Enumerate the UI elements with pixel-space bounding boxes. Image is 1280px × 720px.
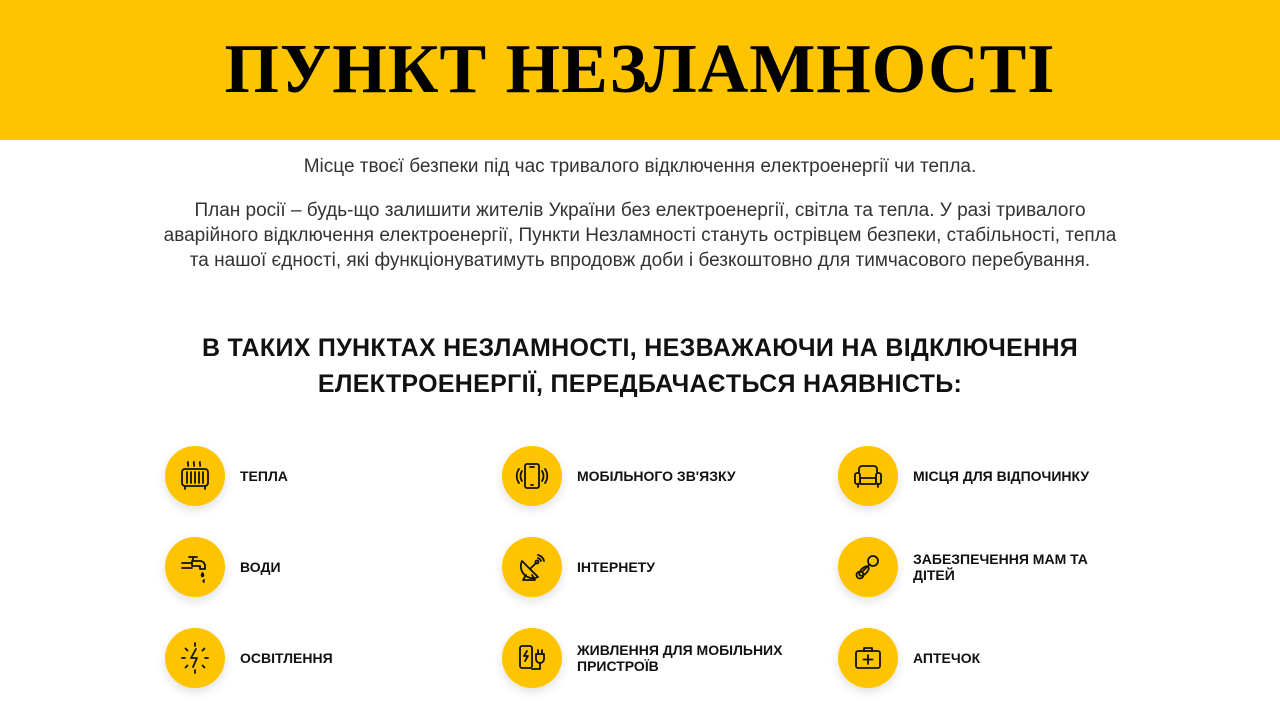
radiator-icon [165,446,225,506]
lightbulb-icon [165,628,225,688]
feature-label: ВОДИ [240,559,281,575]
feature-rest-place [838,446,1089,506]
feature-heating [165,446,288,506]
feature-device-charging [502,628,787,688]
feature-mobile-connection [502,446,736,506]
feature-label: ІНТЕРНЕТУ [577,559,655,575]
satellite-dish-icon [502,537,562,597]
title-banner [0,0,1280,140]
feature-internet [502,537,655,597]
feature-label: МІСЦЯ ДЛЯ ВІДПОЧИНКУ [913,468,1090,484]
intro-body: План росії – будь-що залишити жителів України без електроенергії, світла та тепла. У разі тривалого аварійного відключення електроенергії, Пункти Незламності стануть острівцем безпеки, стабільності, тепла та нашої єдності, які функціонуватимуть впродовж доби і безкоштовно для тимчасового перебування. [163,200,1117,271]
feature-label: ОСВІТЛЕННЯ [240,650,333,666]
first-aid-kit-icon [838,628,898,688]
feature-label: ЗАБЕЗПЕЧЕННЯ МАМ ТА ДІТЕЙ [913,551,1088,583]
feature-label: МОБІЛЬНОГО ЗВ'ЯЗКУ [577,468,736,484]
water-tap-icon [165,537,225,597]
feature-label: ЖИВЛЕННЯ ДЛЯ МОБІЛЬНИХ ПРИСТРОЇВ [577,642,783,674]
mobile-phone-icon [502,446,562,506]
page-title: ПУНКТ НЕЗЛАМНОСТІ [224,31,1056,108]
intro-lead: Місце твоєї безпеки під час тривалого відключення електроенергії чи тепла. [303,156,977,177]
feature-water [165,537,281,597]
feature-first-aid [838,628,980,688]
feature-mothers-children [838,537,1123,597]
feature-label: АПТЕЧОК [913,650,981,666]
section-heading: В ТАКИХ ПУНКТАХ НЕЗЛАМНОСТІ, НЕЗВАЖАЮЧИ НА ВІДКЛЮЧЕННЯ ЕЛЕКТРОЕНЕРГІЇ, ПЕРЕДБАЧАЄТЬСЯ НАЯВНІСТЬ: [201,334,1079,398]
baby-pacifier-icon [838,537,898,597]
armchair-icon [838,446,898,506]
feature-lighting [165,628,333,688]
charger-icon [502,628,562,688]
feature-label: ТЕПЛА [240,468,288,484]
